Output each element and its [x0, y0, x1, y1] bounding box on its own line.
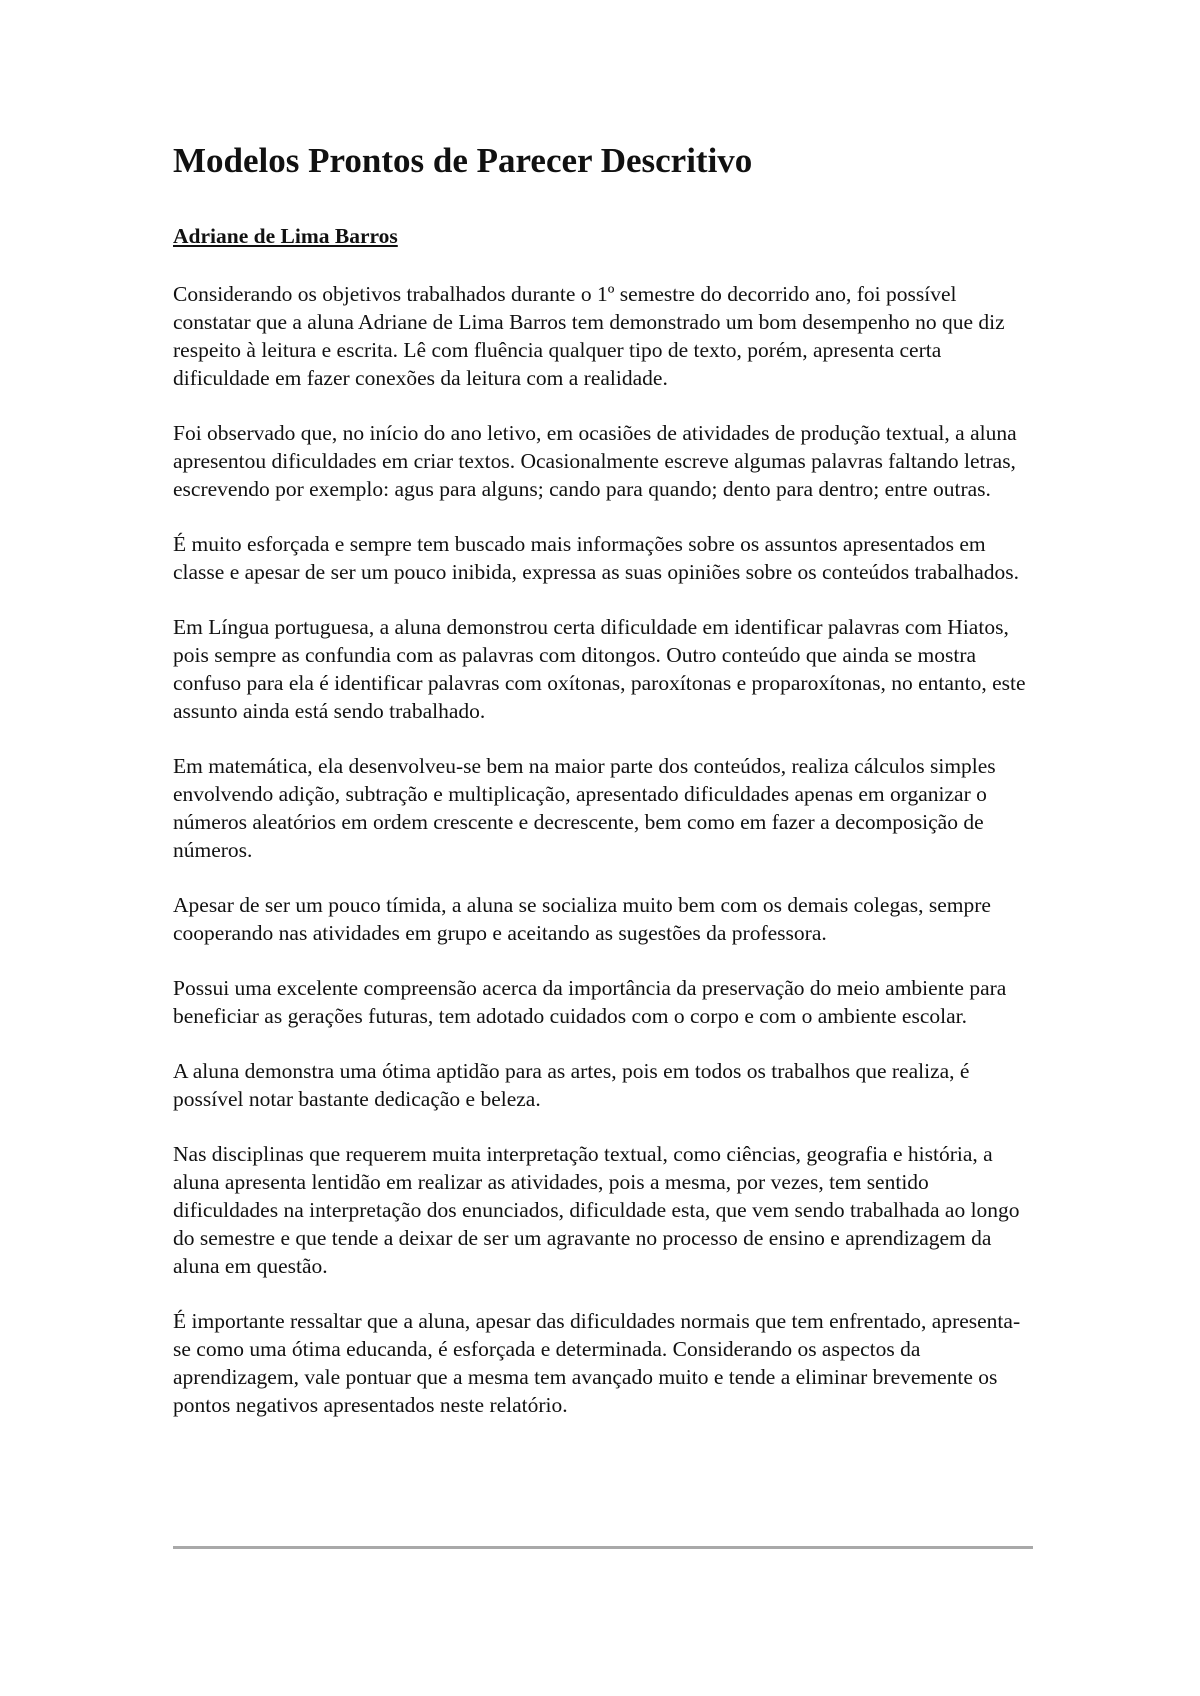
paragraph-environment: Possui uma excelente compreensão acerca da importância da preservação do meio ambiente para beneficiar as gerações futuras, tem adotado cuidados com o corpo e com o ambiente escolar. [173, 975, 1007, 1028]
paragraph-effort: É muito esforçada e sempre tem buscado mais informações sobre os assuntos apresentados em classe e apesar de ser um pouco inibida, expressa as suas opiniões sobre os conteúdos trabalhados. [173, 531, 1020, 584]
paragraph-interpretation: Nas disciplinas que requerem muita interpretação textual, como ciências, geografia e história, a aluna apresenta lentidão em realizar as atividades, pois a mesma, por vezes, tem sentido dificuldades na interpretação dos enunciados, dificuldade esta, que vem sendo trabalhada ao longo do semestre e que tende a deixar de ser um agravante no processo de ensino e aprendizagem da aluna em questão. [173, 1141, 1020, 1278]
paragraph-math: Em matemática, ela desenvolveu-se bem na maior parte dos conteúdos, realiza cálculos simples envolvendo adição, subtração e multiplicação, apresentado dificuldades apenas em organizar o números aleatórios em ordem crescente e decrescente, bem como em fazer a decomposição de números. [173, 753, 996, 862]
paragraph-conclusion: É importante ressaltar que a aluna, apesar das dificuldades normais que tem enfrentado, apresenta-se como uma ótima educanda, é esforçada e determinada. Considerando os aspectos da aprendizagem, vale pontuar que a mesma tem avançado muito e tende a eliminar brevemente os pontos negativos apresentados neste relatório. [173, 1308, 1021, 1417]
paragraph-text-production: Foi observado que, no início do ano letivo, em ocasiões de atividades de produção textual, a aluna apresentou dificuldades em criar textos. Ocasionalmente escreve algumas palavras faltando letras, escrevendo por exemplo: agus para alguns; cando para quando; dento para dentro; entre outras. [173, 420, 1017, 501]
document-title: Modelos Prontos de Parecer Descritivo [173, 141, 753, 180]
student-name-heading: Adriane de Lima Barros [173, 224, 398, 248]
paragraph-intro: Considerando os objetivos trabalhados durante o 1º semestre do decorrido ano, foi possível constatar que a aluna Adriane de Lima Barros tem demonstrado um bom desempenho no que diz respeito à leitura e escrita. Lê com fluência qualquer tipo de texto, porém, apresenta certa dificuldade em fazer conexões da leitura com a realidade. [173, 281, 1005, 390]
paragraph-socialization: Apesar de ser um pouco tímida, a aluna se socializa muito bem com os demais colegas, sempre cooperando nas atividades em grupo e aceitando as sugestões da professora. [173, 892, 991, 945]
paragraph-portuguese: Em Língua portuguesa, a aluna demonstrou certa dificuldade em identificar palavras com Hiatos, pois sempre as confundia com as palavras com ditongos. Outro conteúdo que ainda se mostra confuso para ela é identificar palavras com oxítonas, paroxítonas e proparoxítonas, no entanto, este assunto ainda está sendo trabalhado. [173, 614, 1026, 723]
paragraph-arts: A aluna demonstra uma ótima aptidão para as artes, pois em todos os trabalhos que realiza, é possível notar bastante dedicação e beleza. [173, 1058, 970, 1111]
horizontal-divider [173, 1546, 1033, 1549]
document-page [173, 140, 1033, 1446]
